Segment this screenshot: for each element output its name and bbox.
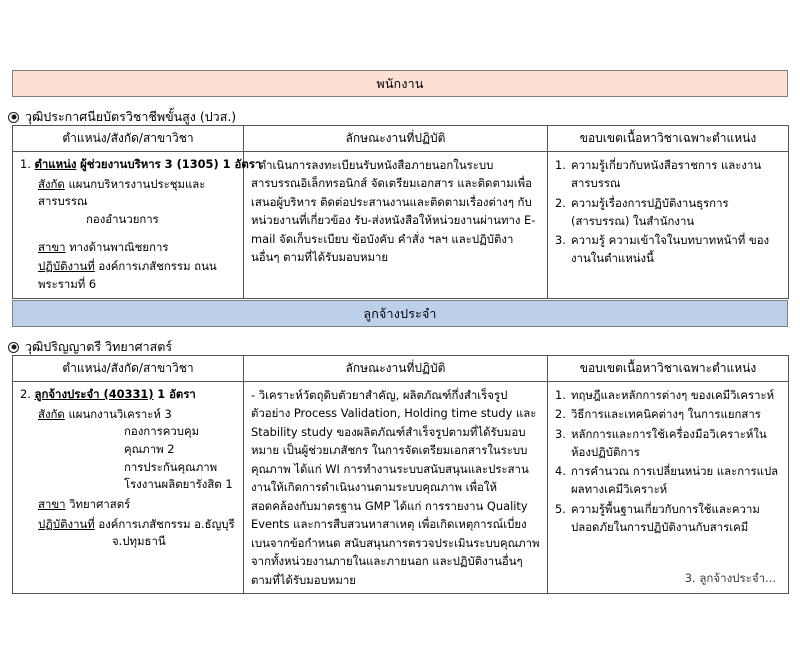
branch-label: สาขา xyxy=(38,497,66,512)
position-cell xyxy=(13,382,244,594)
footer-continuation-note: 3. ลูกจ้างประจำ... xyxy=(684,571,776,585)
column-header-scope: ขอบเขตเนื้อหาวิชาเฉพาะตำแหน่ง xyxy=(548,356,789,382)
branch-value: วิทยาศาสตร์ xyxy=(69,497,131,512)
list-item xyxy=(555,231,781,268)
scope-list xyxy=(555,156,781,268)
scope-text: ความรู้พื้นฐานเกี่ยวกับการใช้และความปลอดภัยในการปฏิบัติงานกับสารเคมี xyxy=(571,501,760,534)
workplace-label: ปฏิบัติงานที่ xyxy=(38,516,95,531)
scope-marker: 1. xyxy=(555,158,566,172)
scope-list xyxy=(555,386,781,536)
affiliation-line-3: การประกันคุณภาพโรงงานผลิตยารังสิต 1 xyxy=(124,459,233,492)
list-item xyxy=(555,194,781,231)
affiliation-line-2: กองอำนวยการ xyxy=(86,212,159,227)
scope-text: การคำนวณ การเปลี่ยนหน่วย และการแปลผลทางเคมีวิเคราะห์ xyxy=(571,464,779,497)
position-number: 2. xyxy=(20,387,31,401)
scope-cell xyxy=(548,382,789,594)
qualification-label-permanent: วุฒิปริญญาตรี วิทยาศาสตร์ xyxy=(25,339,173,354)
scope-marker: 2. xyxy=(555,195,566,210)
duties-cell xyxy=(244,382,548,594)
affiliation-label: สังกัด xyxy=(38,406,65,421)
affiliation-row xyxy=(20,406,236,424)
column-header-position: ตำแหน่ง/สังกัด/สาขาวิชา xyxy=(13,356,244,382)
list-item xyxy=(555,156,781,193)
scope-marker: 1. xyxy=(555,388,566,402)
list-item xyxy=(555,425,781,462)
list-item xyxy=(555,462,781,499)
workplace-label: ปฏิบัติงานที่ xyxy=(38,259,95,274)
radio-bullet-icon xyxy=(8,112,19,123)
list-item xyxy=(555,386,781,404)
workplace-line-1: องค์การเภสัชกรรม อ.ธัญบุรี xyxy=(98,516,235,531)
scope-text: ความรู้เกี่ยวกับหนังสือราชการ และงานสารบรรณ xyxy=(571,158,762,191)
duties-cell xyxy=(244,152,548,299)
position-label: ลูกจ้างประจำ (40331) xyxy=(34,387,154,401)
scope-marker: 3. xyxy=(555,233,566,247)
table-row xyxy=(13,382,789,594)
scope-text: หลักการและการใช้เครื่องมือวิเคราะห์ในห้องปฏิบัติการ xyxy=(571,426,767,459)
column-header-scope: ขอบเขตเนื้อหาวิชาเฉพาะตำแหน่ง xyxy=(548,126,789,152)
scope-marker: 3. xyxy=(555,426,566,441)
table-header-row xyxy=(13,126,789,152)
duties-text: - ดำเนินการลงทะเบียนรับหนังสือภายนอกในระบบสารบรรณอิเล็กทรอนิกส์ จัดเตรียมเอกสาร และติดตามเพื่อเสนอผู้บริหาร ติดต่อประสานงานและติดตามเรื่องต่างๆ กับหน่วยงานที่เกี่ยวข้อง รับ-ส่งหนังสือให้หน่วยงานผ่านทาง E-mail จัดเก็บระเบียบ ข้อบังคับ คำสั่ง ฯลฯ และปฏิบัติงานอื่นๆ ตามที่ได้รับมอบหมาย xyxy=(251,158,536,265)
section-banner-employee-title: พนักงาน xyxy=(376,75,424,91)
scope-text: ความรู้เรื่องการปฏิบัติงานธุรการ (สารบรรณ) ในสำนักงาน xyxy=(571,195,729,228)
workplace-row xyxy=(20,258,236,293)
employee-position-table xyxy=(12,125,789,299)
workplace-line-2-row xyxy=(20,533,236,551)
affiliation-line-3-row xyxy=(20,459,236,494)
affiliation-line-1: แผนกงานวิเคราะห์ 3 xyxy=(68,406,172,421)
workplace-line-1: องค์การเภสัชกรรม ถนนพระรามที่ 6 xyxy=(38,259,217,292)
position-heading xyxy=(20,386,236,404)
branch-label: สาขา xyxy=(38,239,66,254)
affiliation-line-2: กองการควบคุมคุณภาพ 2 xyxy=(124,424,200,457)
list-item xyxy=(555,500,781,537)
position-heading xyxy=(20,156,262,174)
scope-text: ทฤษฎีและหลักการต่างๆ ของเคมีวิเคราะห์ xyxy=(571,388,775,402)
list-item xyxy=(555,405,781,423)
column-header-duties: ลักษณะงานที่ปฏิบัติ xyxy=(244,126,548,152)
workplace-line-2: จ.ปทุมธานี xyxy=(112,534,166,549)
scope-text: วิธีการและเทคนิคต่างๆ ในการแยกสาร xyxy=(571,407,761,422)
position-cell xyxy=(13,152,262,299)
qualification-label-employee: วุฒิประกาศนียบัตรวิชาชีพขั้นสูง (ปวส.) xyxy=(25,109,237,124)
column-header-position: ตำแหน่ง/สังกัด/สาขาวิชา xyxy=(13,126,244,152)
affiliation-line-1: แผนกบริหารงานประชุมและสารบรรณ xyxy=(38,176,206,209)
affiliation-row xyxy=(20,176,236,211)
scope-marker: 5. xyxy=(555,501,566,516)
qualification-line-permanent xyxy=(8,337,172,357)
scope-text: ความรู้ ความเข้าใจในบทบาทหน้าที่ ของงานในตำแหน่งนี้ xyxy=(571,233,770,266)
branch-value: ทางด้านพาณิชยการ xyxy=(69,239,169,254)
affiliation-label: สังกัด xyxy=(38,176,65,191)
qualification-line-employee xyxy=(8,107,236,127)
radio-bullet-icon xyxy=(8,342,19,353)
section-banner-employee xyxy=(12,70,788,97)
section-banner-permanent-employee xyxy=(12,300,788,327)
scope-cell xyxy=(548,152,789,299)
position-name: ผู้ช่วยงานบริหาร 3 (1305) 1 อัตรา xyxy=(80,157,262,171)
column-header-duties: ลักษณะงานที่ปฏิบัติ xyxy=(244,356,548,382)
duties-text: - วิเคราะห์วัตถุดิบตัวยาสำคัญ, ผลิตภัณฑ์กึ่งสำเร็จรูป ตัวอย่าง Process Validation, Holding time study และ Stability study ของผลิตภัณฑ์สำเร็จรูปตามที่ได้รับมอบหมาย เป็นผู้ช่วยเภสัชกร ในการจัดเตรียมเอกสารในระบบคุณภาพ ได้แก่ WI การทำงานระบบสนับสนุนและประสานงานให้เกิดการดำเนินงานตามระบบคุณภาพ เพื่อให้สอดคล้องกับมาตรฐาน GMP ได้แก่ การรายงาน Quality Events และการสืบสวนหาสาเหตุ เพื่อเกิดเหตุการณ์เบี่ยงเบนจากข้อกำหนด สนับสนุนการตรวจประเมินระบบคุณภาพจากทั้งหน่วยงานภายในและภายนอก และปฏิบัติงานอื่นๆ ตามที่ได้รับมอบหมาย xyxy=(251,388,540,587)
position-name: 1 อัตรา xyxy=(157,387,196,401)
permanent-employee-position-table xyxy=(12,355,789,594)
affiliation-line-2-row xyxy=(20,211,236,229)
position-number: 1. xyxy=(20,157,31,171)
branch-row xyxy=(20,496,236,514)
workplace-row xyxy=(20,516,236,534)
table-header-row xyxy=(13,356,789,382)
branch-row xyxy=(20,239,236,257)
table-row xyxy=(13,152,789,299)
affiliation-line-2-row xyxy=(20,423,236,458)
position-label: ตำแหน่ง xyxy=(34,157,77,171)
scope-marker: 2. xyxy=(555,407,566,422)
scope-marker: 4. xyxy=(555,464,566,478)
section-banner-permanent-employee-title: ลูกจ้างประจำ xyxy=(363,305,437,321)
